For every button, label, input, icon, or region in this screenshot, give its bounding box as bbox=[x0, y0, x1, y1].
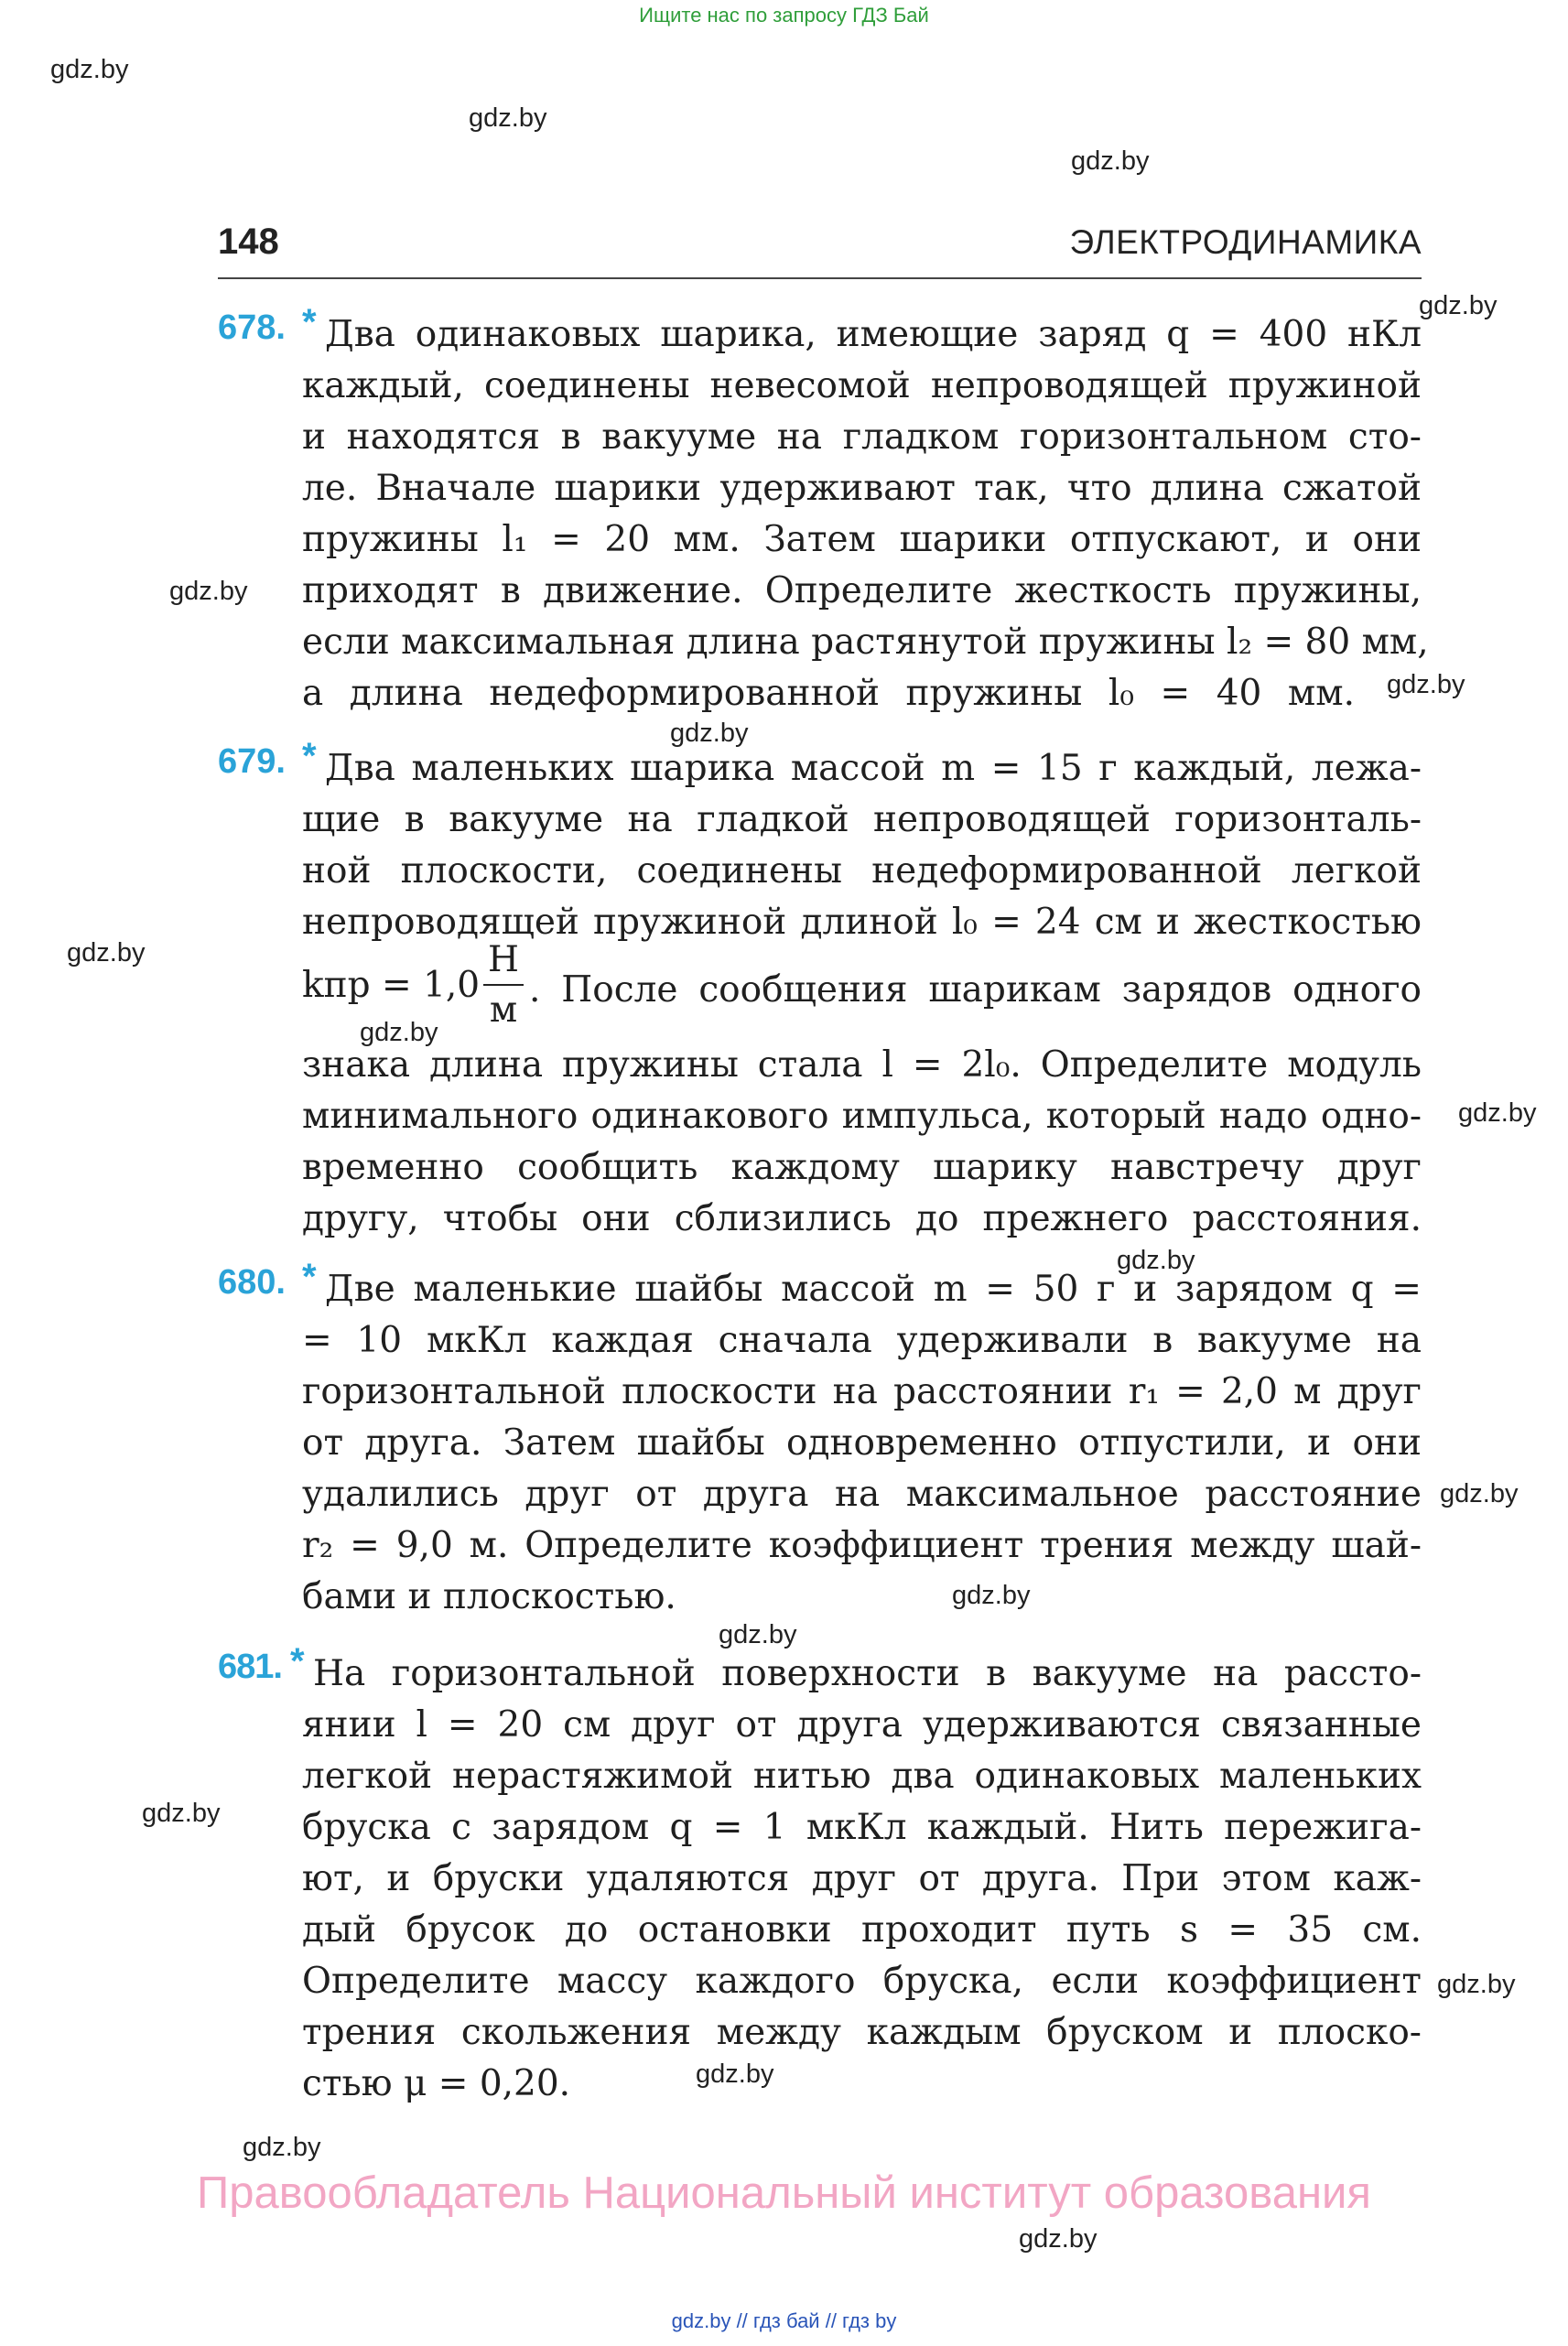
watermark: gdz.by bbox=[243, 2133, 321, 2162]
star-marker: * bbox=[302, 736, 317, 776]
text-line: если максимальная длина растянутой пружины l₂ = 80 мм, bbox=[302, 622, 1429, 663]
problem-number: 680. bbox=[218, 1263, 286, 1302]
text-line: знака длина пружины стала l = 2l₀. Определите модуль bbox=[302, 1044, 1422, 1086]
text-line: r₂ = 9,0 м. Определите коэффициент трения между шай- bbox=[302, 1525, 1422, 1566]
section-title: ЭЛЕКТРОДИНАМИКА bbox=[1069, 223, 1422, 261]
watermark: gdz.by bbox=[1117, 1246, 1195, 1275]
text-line: На горизонтальной поверхности в вакууме на рассто- bbox=[313, 1653, 1422, 1694]
text-line: минимального одинакового импульса, который надо одно- bbox=[302, 1096, 1422, 1137]
text-line: Два одинаковых шарика, имеющие заряд q = 400 нКл bbox=[325, 314, 1422, 355]
fraction-denominator: м bbox=[489, 989, 518, 1031]
fraction-units bbox=[483, 939, 524, 1031]
text-line: каждый, соединены невесомой непроводящей пружиной bbox=[302, 365, 1422, 406]
formula-k: kпр = 1,0 bbox=[302, 965, 481, 1006]
text-line: непроводящей пружиной длиной l₀ = 24 см и жесткостью bbox=[302, 902, 1422, 943]
watermark: gdz.by bbox=[1458, 1098, 1537, 1128]
text-line: бами и плоскостью. bbox=[302, 1576, 676, 1617]
watermark: gdz.by bbox=[469, 103, 547, 133]
text-line: ют, и бруски удаляются друг от друга. При этом каж- bbox=[302, 1858, 1422, 1899]
fraction-numerator: Н bbox=[487, 939, 519, 980]
watermark: gdz.by bbox=[142, 1799, 221, 1828]
watermark: gdz.by bbox=[1071, 146, 1150, 176]
text-line: дый брусок до остановки проходит путь s = 35 см. bbox=[302, 1909, 1422, 1951]
top-note: Ищите нас по запросу ГДЗ Бай bbox=[639, 4, 929, 27]
problem-number: 681. bbox=[218, 1648, 282, 1686]
text-line: удалились друг от друга на максимальное расстояние bbox=[302, 1474, 1422, 1515]
watermark: gdz.by bbox=[67, 938, 146, 968]
header-rule bbox=[218, 277, 1422, 279]
star-marker: * bbox=[302, 302, 317, 342]
watermark: gdz.by bbox=[50, 55, 129, 84]
text-line: Определите массу каждого бруска, если коэффициент bbox=[302, 1961, 1422, 2002]
text-line: от друга. Затем шайбы одновременно отпустили, и они bbox=[302, 1422, 1422, 1464]
text-line: ле. Вначале шарики удерживают так, что длина сжатой bbox=[302, 468, 1422, 509]
text-line: Два маленьких шарика массой m = 15 г каждый, лежа- bbox=[325, 748, 1422, 789]
text-line: = 10 мкКл каждая сначала удерживали в вакууме на bbox=[302, 1320, 1422, 1361]
text-line: ной плоскости, соединены недеформированной легкой bbox=[302, 850, 1422, 892]
watermark: gdz.by bbox=[169, 577, 248, 606]
text-line: янии l = 20 см друг от друга удерживаются связанные bbox=[302, 1704, 1422, 1746]
text-line: а длина недеформированной пружины l₀ = 40 мм. bbox=[302, 673, 1355, 714]
text-line: . После сообщения шарикам зарядов одного bbox=[529, 969, 1422, 1011]
text-line: легкой нерастяжимой нитью два одинаковых маленьких bbox=[302, 1756, 1422, 1797]
watermark: gdz.by bbox=[952, 1581, 1031, 1610]
copyright-notice: Правообладатель Национальный институт образования bbox=[197, 2168, 1371, 2218]
text-line: другу, чтобы они сблизились до прежнего расстояния. bbox=[302, 1198, 1422, 1239]
watermark: gdz.by bbox=[1019, 2224, 1098, 2254]
text-line: горизонтальной плоскости на расстоянии r₁ = 2,0 м друг bbox=[302, 1371, 1422, 1412]
star-marker: * bbox=[302, 1257, 317, 1297]
watermark: gdz.by bbox=[360, 1018, 438, 1047]
text-line: бруска с зарядом q = 1 мкКл каждый. Нить пережига- bbox=[302, 1807, 1422, 1848]
watermark: gdz.by bbox=[719, 1620, 797, 1649]
watermark: gdz.by bbox=[696, 2060, 774, 2089]
watermark: gdz.by bbox=[1387, 670, 1465, 699]
text-line: Две маленькие шайбы массой m = 50 г и зарядом q = bbox=[325, 1269, 1422, 1310]
text-line: щие в вакууме на гладкой непроводящей горизонталь- bbox=[302, 799, 1422, 840]
watermark: gdz.by bbox=[670, 719, 749, 748]
watermark: gdz.by bbox=[1419, 291, 1498, 320]
page-number: 148 bbox=[218, 222, 279, 262]
text-line: пружины l₁ = 20 мм. Затем шарики отпускают, и они bbox=[302, 519, 1422, 560]
footer-links[interactable]: gdz.by // гдз бай // гдз by bbox=[671, 2309, 897, 2332]
star-marker: * bbox=[290, 1641, 305, 1681]
text-line: трения скольжения между каждым бруском и плоско- bbox=[302, 2012, 1422, 2053]
problem-number: 678. bbox=[218, 308, 286, 347]
watermark: gdz.by bbox=[1440, 1479, 1519, 1508]
text-line: временно сообщить каждому шарику навстречу друг bbox=[302, 1147, 1422, 1188]
text-line: стью μ = 0,20. bbox=[302, 2063, 571, 2104]
text-line: приходят в движение. Определите жесткость пружины, bbox=[302, 570, 1422, 611]
problem-number: 679. bbox=[218, 742, 286, 781]
watermark: gdz.by bbox=[1437, 1970, 1516, 1999]
text-line: и находятся в вакууме на гладком горизонтальном сто- bbox=[302, 416, 1422, 458]
